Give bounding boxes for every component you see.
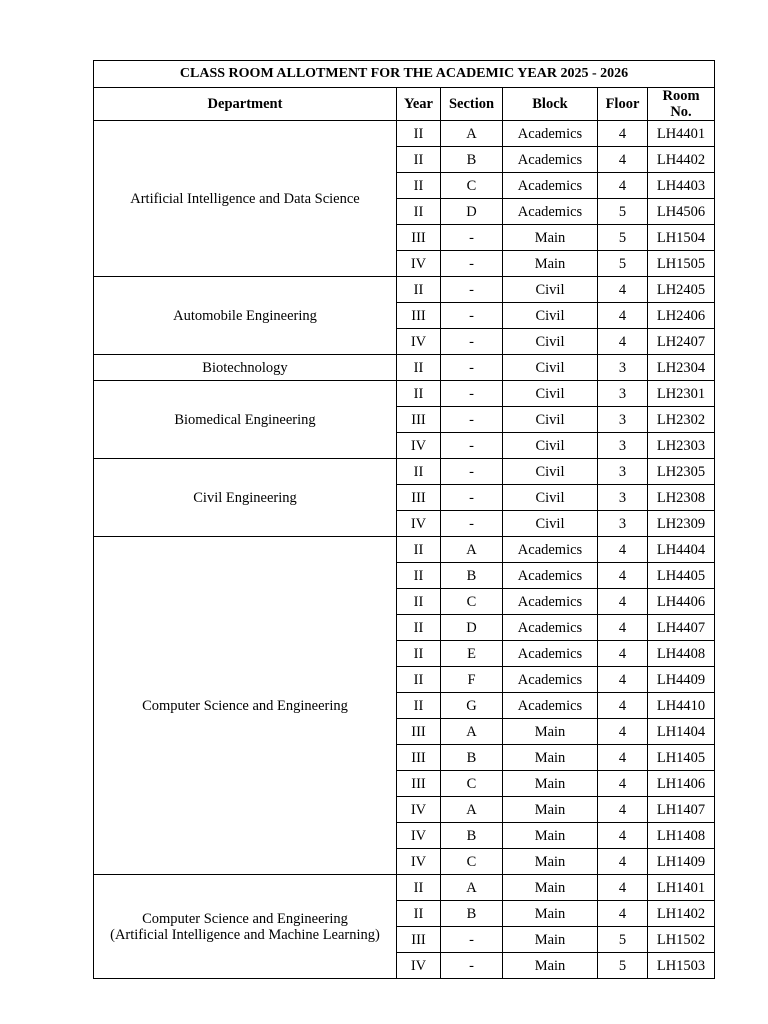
department-name: Artificial Intelligence and Data Science [130,190,360,207]
section-cell: F [441,667,503,693]
room-cell: LH4407 [648,615,715,641]
section-cell: A [441,121,503,147]
floor-cell: 4 [598,667,648,693]
floor-cell: 4 [598,121,648,147]
floor-cell: 4 [598,173,648,199]
room-cell: LH1405 [648,745,715,771]
floor-cell: 4 [598,589,648,615]
floor-cell: 5 [598,953,648,979]
floor-cell: 3 [598,381,648,407]
floor-cell: 3 [598,407,648,433]
floor-cell: 4 [598,277,648,303]
section-cell: B [441,823,503,849]
section-cell: - [441,225,503,251]
header-department: Department [94,88,397,121]
floor-cell: 4 [598,303,648,329]
block-cell: Main [503,875,598,901]
year-cell: IV [397,823,441,849]
floor-cell: 5 [598,927,648,953]
block-cell: Civil [503,485,598,511]
block-cell: Civil [503,355,598,381]
classroom-allotment-table [93,60,715,979]
floor-cell: 4 [598,719,648,745]
year-cell: II [397,173,441,199]
section-cell: - [441,329,503,355]
floor-cell: 4 [598,901,648,927]
floor-cell: 4 [598,875,648,901]
year-cell: II [397,381,441,407]
section-cell: B [441,745,503,771]
section-cell: C [441,173,503,199]
department-name: (Artificial Intelligence and Machine Learning) [110,926,380,943]
section-cell: G [441,693,503,719]
department-cell [94,537,397,875]
block-cell: Main [503,823,598,849]
room-cell: LH2304 [648,355,715,381]
title-row [94,61,715,88]
year-cell: II [397,459,441,485]
room-cell: LH4402 [648,147,715,173]
block-cell: Academics [503,667,598,693]
year-cell: IV [397,797,441,823]
block-cell: Academics [503,563,598,589]
block-cell: Civil [503,433,598,459]
block-cell: Main [503,927,598,953]
header-section: Section [441,88,503,121]
block-cell: Main [503,719,598,745]
block-cell: Main [503,225,598,251]
header-row [94,88,715,121]
room-cell: LH4409 [648,667,715,693]
room-cell: LH4401 [648,121,715,147]
header-room-line1: Room [662,88,700,104]
year-cell: IV [397,953,441,979]
section-cell: - [441,407,503,433]
year-cell: III [397,407,441,433]
room-cell: LH4506 [648,199,715,225]
block-cell: Academics [503,173,598,199]
year-cell: II [397,667,441,693]
table-row [94,355,715,381]
year-cell: II [397,147,441,173]
year-cell: II [397,121,441,147]
room-cell: LH1505 [648,251,715,277]
year-cell: II [397,641,441,667]
room-cell: LH1404 [648,719,715,745]
floor-cell: 3 [598,511,648,537]
section-cell: A [441,875,503,901]
header-block: Block [503,88,598,121]
floor-cell: 3 [598,459,648,485]
room-cell: LH2301 [648,381,715,407]
block-cell: Main [503,771,598,797]
year-cell: II [397,615,441,641]
block-cell: Civil [503,329,598,355]
block-cell: Academics [503,147,598,173]
section-cell: - [441,251,503,277]
floor-cell: 3 [598,433,648,459]
room-cell: LH4404 [648,537,715,563]
room-cell: LH4405 [648,563,715,589]
section-cell: - [441,277,503,303]
block-cell: Main [503,797,598,823]
room-cell: LH4406 [648,589,715,615]
floor-cell: 4 [598,771,648,797]
header-floor: Floor [598,88,648,121]
floor-cell: 4 [598,329,648,355]
section-cell: C [441,589,503,615]
section-cell: B [441,147,503,173]
floor-cell: 4 [598,823,648,849]
table-row [94,459,715,485]
section-cell: B [441,563,503,589]
block-cell: Civil [503,303,598,329]
room-cell: LH1503 [648,953,715,979]
section-cell: E [441,641,503,667]
year-cell: IV [397,329,441,355]
floor-cell: 3 [598,355,648,381]
room-cell: LH1502 [648,927,715,953]
floor-cell: 4 [598,641,648,667]
header-year: Year [397,88,441,121]
block-cell: Academics [503,199,598,225]
floor-cell: 5 [598,251,648,277]
department-cell [94,121,397,277]
year-cell: IV [397,849,441,875]
block-cell: Civil [503,381,598,407]
department-name: Computer Science and Engineering [142,910,348,927]
floor-cell: 5 [598,225,648,251]
section-cell: - [441,459,503,485]
block-cell: Academics [503,589,598,615]
header-room-no [648,88,715,121]
year-cell: II [397,901,441,927]
department-cell [94,277,397,355]
block-cell: Civil [503,277,598,303]
block-cell: Main [503,745,598,771]
year-cell: III [397,927,441,953]
block-cell: Academics [503,693,598,719]
year-cell: III [397,771,441,797]
section-cell: B [441,901,503,927]
section-cell: - [441,927,503,953]
section-cell: D [441,199,503,225]
section-cell: - [441,381,503,407]
block-cell: Main [503,953,598,979]
department-name: Computer Science and Engineering [142,697,348,714]
room-cell: LH2407 [648,329,715,355]
year-cell: II [397,277,441,303]
department-name: Biomedical Engineering [174,411,316,428]
floor-cell: 4 [598,147,648,173]
room-cell: LH4403 [648,173,715,199]
floor-cell: 4 [598,563,648,589]
block-cell: Academics [503,641,598,667]
room-cell: LH1408 [648,823,715,849]
block-cell: Main [503,849,598,875]
room-cell: LH2303 [648,433,715,459]
block-cell: Civil [503,459,598,485]
header-room-line2: No. [670,104,692,120]
room-cell: LH2305 [648,459,715,485]
year-cell: IV [397,511,441,537]
block-cell: Civil [503,407,598,433]
section-cell: - [441,433,503,459]
block-cell: Main [503,901,598,927]
block-cell: Academics [503,121,598,147]
table-row [94,121,715,147]
department-cell [94,381,397,459]
year-cell: III [397,303,441,329]
floor-cell: 5 [598,199,648,225]
year-cell: II [397,589,441,615]
floor-cell: 4 [598,849,648,875]
year-cell: II [397,875,441,901]
year-cell: IV [397,433,441,459]
department-cell [94,875,397,979]
floor-cell: 4 [598,797,648,823]
table-row [94,381,715,407]
block-cell: Main [503,251,598,277]
floor-cell: 4 [598,615,648,641]
table-row [94,537,715,563]
room-cell: LH2405 [648,277,715,303]
section-cell: A [441,719,503,745]
floor-cell: 4 [598,537,648,563]
table-row [94,875,715,901]
block-cell: Academics [503,537,598,563]
section-cell: D [441,615,503,641]
section-cell: A [441,797,503,823]
year-cell: II [397,693,441,719]
room-cell: LH4410 [648,693,715,719]
year-cell: III [397,225,441,251]
block-cell: Civil [503,511,598,537]
floor-cell: 3 [598,485,648,511]
year-cell: III [397,719,441,745]
section-cell: - [441,303,503,329]
table-row [94,277,715,303]
room-cell: LH2406 [648,303,715,329]
section-cell: - [441,511,503,537]
department-cell [94,459,397,537]
year-cell: III [397,745,441,771]
year-cell: IV [397,251,441,277]
year-cell: II [397,563,441,589]
section-cell: - [441,485,503,511]
room-cell: LH4408 [648,641,715,667]
floor-cell: 4 [598,745,648,771]
floor-cell: 4 [598,693,648,719]
year-cell: III [397,485,441,511]
room-cell: LH1504 [648,225,715,251]
department-name: Automobile Engineering [173,307,317,324]
department-cell [94,355,397,381]
room-cell: LH1406 [648,771,715,797]
year-cell: II [397,199,441,225]
year-cell: II [397,537,441,563]
table-title: CLASS ROOM ALLOTMENT FOR THE ACADEMIC YEAR 2025 - 2026 [94,61,715,88]
room-cell: LH1409 [648,849,715,875]
room-cell: LH1401 [648,875,715,901]
section-cell: A [441,537,503,563]
department-name: Biotechnology [202,359,288,376]
table-body [94,121,715,979]
section-cell: - [441,953,503,979]
section-cell: C [441,771,503,797]
section-cell: - [441,355,503,381]
room-cell: LH1407 [648,797,715,823]
room-cell: LH1402 [648,901,715,927]
room-cell: LH2308 [648,485,715,511]
room-cell: LH2309 [648,511,715,537]
room-cell: LH2302 [648,407,715,433]
block-cell: Academics [503,615,598,641]
section-cell: C [441,849,503,875]
department-name: Civil Engineering [193,489,297,506]
year-cell: II [397,355,441,381]
